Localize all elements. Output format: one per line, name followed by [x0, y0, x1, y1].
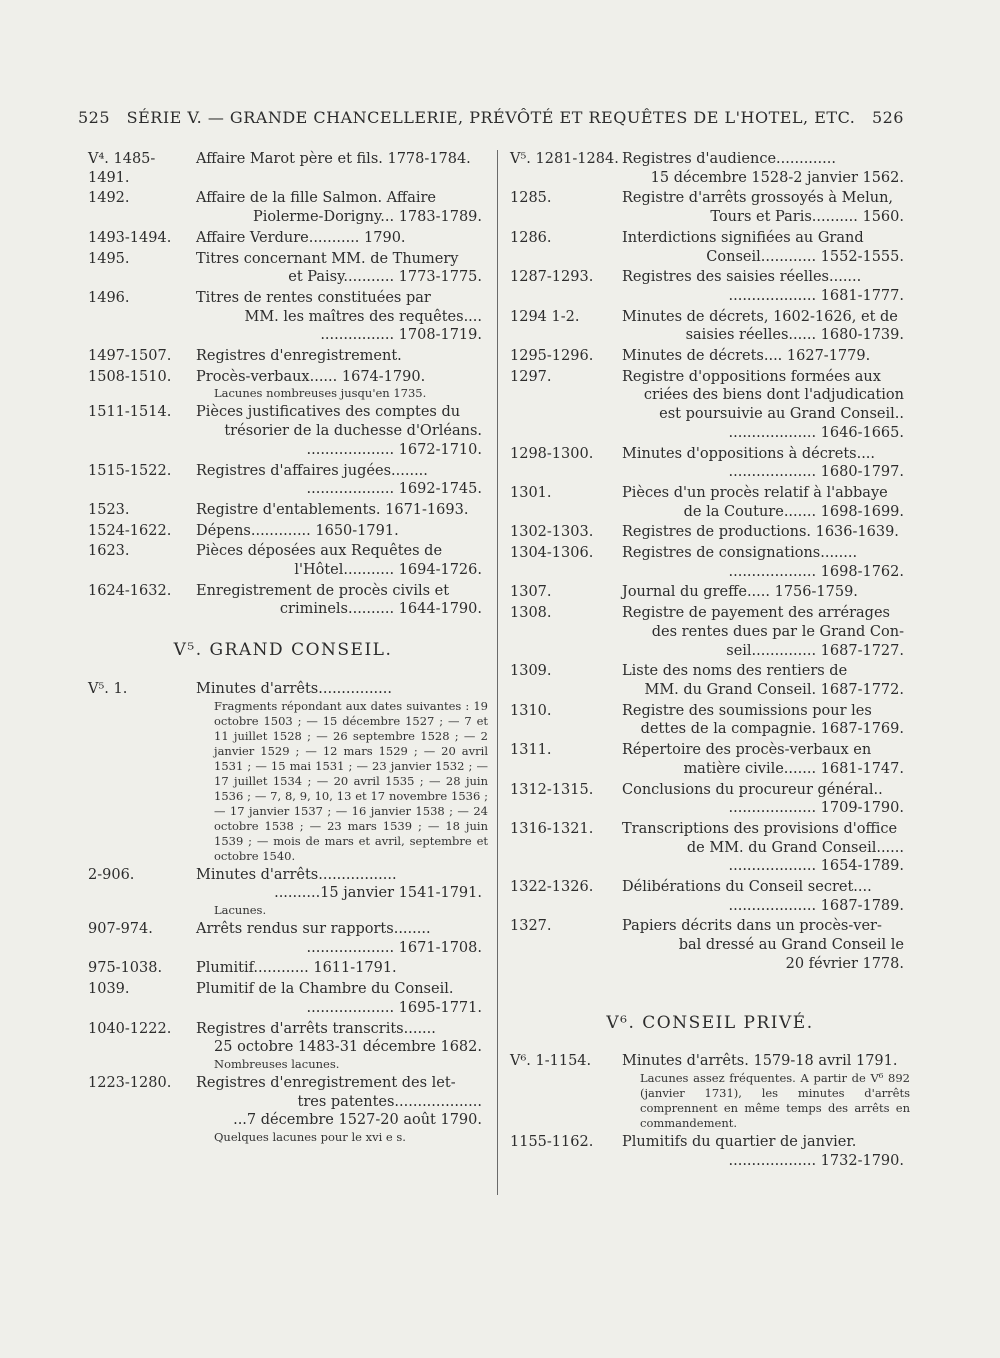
entry-description	[622, 308, 910, 345]
entry-note: Fragments répondant aux dates suivantes : 19 octobre 1503 ; — 15 décembre 1527 ; — 7 et 11 juillet 1528 ; — 26 septembre 1528 ; — 2 janvier 1529 ; — 12 mars 1529 ; — 20 avril 1531 ; — 15 mai 1531 ; — 23 janvier 1532 ; — 17 juillet 1534 ; — 20 avril 1535 ; — 28 juin 1536 ; — 7, 8, 9, 10, 13 et 17 novembre 1536 ; — 17 janvier 1537 ; — 16 janvier 1538 ; — 24 octobre 1538 ; — 23 mars 1539 ; — 18 juin 1539 ; — mois de mars et avril, septembre et octobre 1540.	[214, 698, 488, 863]
entry-description	[196, 368, 488, 402]
entry-number: 1624-1632.	[88, 582, 172, 599]
entry-line: Papiers décrits dans un procès-ver-	[622, 918, 882, 935]
entry-line: ................... 1681-1777.	[728, 287, 904, 304]
entry-line: MM. du Grand Conseil. 1687-1772.	[644, 681, 904, 698]
list-item	[510, 347, 910, 366]
entry-line: Journal du greffe..... 1756-1759.	[622, 584, 858, 601]
entry-line: criminels.......... 1644-1790.	[279, 601, 482, 618]
list-item	[510, 150, 910, 187]
list-item	[510, 544, 910, 581]
list-item	[510, 820, 910, 876]
entry-number: 975-1038.	[88, 960, 163, 977]
list-item	[78, 462, 488, 499]
entry-line: est poursuivie au Grand Conseil..	[659, 406, 904, 423]
entry-line: Minutes de décrets, 1602-1626, et de	[622, 308, 898, 325]
entry-description	[622, 917, 910, 973]
entry-number: 1310.	[510, 702, 552, 719]
entry-description	[196, 1020, 488, 1072]
entry-line: Registre de payement des arrérages	[622, 605, 890, 622]
entry-description	[622, 1052, 910, 1131]
entry-line: ................... 1654-1789.	[728, 858, 904, 875]
list-item	[78, 866, 488, 918]
list-item	[510, 604, 910, 660]
list-item	[510, 583, 910, 602]
entry-line: Registre des soumissions pour les	[622, 702, 872, 719]
entry-description	[622, 484, 910, 521]
entry-description	[622, 368, 910, 443]
entry-line: Affaire Marot père et fils. 1778-1784.	[196, 151, 471, 167]
entry-description	[196, 150, 488, 187]
list-item	[510, 917, 910, 973]
entry-line: bal dressé au Grand Conseil le	[678, 937, 904, 954]
entry-description	[196, 522, 488, 541]
entry-line: Registres d'arrêts transcrits.......	[196, 1020, 436, 1037]
entry-description	[622, 820, 910, 876]
entry-description	[196, 920, 488, 957]
entry-number: 1496.	[88, 289, 130, 306]
entry-number: 1287-1293.	[510, 269, 594, 286]
list-item	[510, 702, 910, 739]
entry-number: 1307.	[510, 584, 552, 601]
entry-line: Plumitif............ 1611-1791.	[196, 960, 397, 977]
entry-line: seil.............. 1687-1727.	[726, 642, 904, 659]
list-item	[510, 368, 910, 443]
entry-number: 2-906.	[88, 866, 135, 883]
entry-description	[196, 582, 488, 619]
entry-line: Titres concernant MM. de Thumery	[196, 250, 459, 267]
entry-number: 1312-1315.	[510, 781, 594, 798]
entry-line: MM. les maîtres des requêtes....	[244, 308, 482, 325]
entry-line: Minutes d'arrêts.................	[196, 866, 397, 883]
entry-description	[196, 250, 488, 287]
entry-description	[622, 229, 910, 266]
entry-line: dettes de la compagnie. 1687-1769.	[640, 721, 904, 738]
entry-line: Procès-verbaux...... 1674-1790.	[196, 368, 426, 385]
entry-number: 1327.	[510, 918, 552, 935]
list-item	[78, 229, 488, 248]
entry-line: ................... 1698-1762.	[728, 563, 904, 580]
entry-description	[196, 1074, 488, 1145]
right-column	[510, 150, 910, 1172]
entry-line: Registres des saisies réelles.......	[622, 269, 862, 286]
entry-number: 1309.	[510, 663, 552, 680]
entry-description	[196, 189, 488, 226]
entry-number: 1295-1296.	[510, 348, 594, 365]
list-item	[510, 1052, 910, 1131]
entry-line: Dépens............. 1650-1791.	[196, 522, 399, 539]
entry-number: 1223-1280.	[88, 1074, 172, 1091]
entry-number: 1492.	[88, 190, 130, 207]
entry-line: Minutes d'arrêts................	[196, 680, 392, 697]
list-item	[78, 582, 488, 619]
entry-line: ................... 1672-1710.	[306, 441, 482, 458]
list-item	[510, 1133, 910, 1170]
entry-number: 1039.	[88, 981, 130, 998]
list-item	[510, 189, 910, 226]
entry-line: Plumitif de la Chambre du Conseil.	[196, 981, 454, 998]
entry-line: ................... 1732-1790.	[728, 1152, 904, 1169]
entry-description	[196, 462, 488, 499]
left-column	[78, 150, 488, 1147]
entry-line: ...7 décembre 1527-20 août 1790.	[233, 1112, 482, 1129]
entry-description	[622, 1133, 910, 1170]
entry-number: V⁶. 1-1154.	[510, 1053, 592, 1070]
entry-line: tres patentes...................	[297, 1093, 482, 1110]
column-divider	[497, 150, 498, 1195]
list-item	[78, 347, 488, 366]
list-item	[78, 289, 488, 345]
entry-number: 1308.	[510, 605, 552, 622]
entry-description	[622, 523, 910, 542]
entry-description	[622, 662, 910, 699]
entry-number: 1623.	[88, 543, 130, 560]
entry-number: 1304-1306.	[510, 545, 594, 562]
entry-line: ................... 1680-1797.	[728, 464, 904, 481]
section-title-conseil-prive: V⁶. CONSEIL PRIVÉ.	[606, 1012, 814, 1033]
entry-line: trésorier de la duchesse d'Orléans.	[224, 423, 482, 440]
list-item	[510, 662, 910, 699]
list-item	[78, 189, 488, 226]
list-item	[510, 308, 910, 345]
entry-line: Interdictions signifiées au Grand	[622, 229, 864, 246]
entry-description	[196, 501, 488, 520]
entry-line: Délibérations du Conseil secret....	[622, 879, 872, 896]
entry-line: Registres de consignations........	[622, 545, 858, 562]
entry-description	[196, 403, 488, 459]
entry-number: 1511-1514.	[88, 404, 172, 421]
list-item	[510, 229, 910, 266]
left-page-number: 525	[78, 108, 111, 127]
entry-line: Registres d'enregistrement des let-	[196, 1074, 456, 1091]
page-title: SÉRIE V. — GRANDE CHANCELLERIE, PRÉVÔTÉ ET REQUÊTES DE L'HOTEL, ETC.	[126, 108, 856, 127]
entry-line: Plumitifs du quartier de janvier.	[622, 1133, 857, 1150]
entry-number: 1286.	[510, 229, 552, 246]
entry-line: Affaire de la fille Salmon. Affaire	[196, 190, 436, 207]
entry-number: 1294 1-2.	[510, 308, 580, 325]
section-title-grand-conseil: V⁵. GRAND CONSEIL.	[173, 640, 393, 661]
entry-description	[196, 680, 488, 864]
entry-line: ................... 1687-1789.	[728, 897, 904, 914]
entry-number: 1524-1622.	[88, 522, 172, 539]
entry-description	[196, 959, 488, 978]
entry-line: Registres d'enregistrement.	[196, 348, 402, 365]
entry-line: Tours et Paris.......... 1560.	[710, 209, 904, 226]
entry-note: Quelques lacunes pour le xvi e s.	[214, 1130, 406, 1145]
entry-description	[622, 347, 910, 366]
entry-note: Lacunes assez fréquentes. A partir de V⁶ 892 (janvier 1731), les minutes d'arrêts comprennent en même temps des arrêts en commandement.	[640, 1070, 910, 1130]
entry-line: Minutes d'arrêts. 1579-18 avril 1791.	[622, 1053, 898, 1070]
entry-description	[622, 445, 910, 482]
entry-line: Registre d'arrêts grossoyés à Melun,	[622, 190, 894, 207]
list-item	[78, 501, 488, 520]
right-page-number: 526	[871, 108, 904, 127]
entry-note: Nombreuses lacunes.	[214, 1056, 340, 1071]
entry-line: saisies réelles...... 1680-1739.	[685, 327, 904, 344]
entry-line: matière civile....... 1681-1747.	[683, 760, 904, 777]
list-item	[78, 522, 488, 541]
list-item	[78, 1020, 488, 1072]
entry-description	[622, 544, 910, 581]
list-item	[78, 403, 488, 459]
entry-line: Pièces justificatives des comptes du	[196, 404, 461, 421]
list-item	[78, 542, 488, 579]
list-item	[510, 523, 910, 542]
v4-entry-list	[78, 150, 488, 619]
entry-line: Arrêts rendus sur rapports........	[196, 920, 431, 937]
list-item	[510, 878, 910, 915]
entry-number: 1298-1300.	[510, 445, 594, 462]
entry-number: 1322-1326.	[510, 879, 594, 896]
entry-line: Registres de productions. 1636-1639.	[622, 524, 899, 541]
entry-line: Affaire Verdure........... 1790.	[196, 229, 406, 246]
entry-line: Registres d'affaires jugées........	[196, 462, 428, 479]
list-item	[510, 741, 910, 778]
entry-number: 1497-1507.	[88, 348, 172, 365]
entry-line: Répertoire des procès-verbaux en	[622, 742, 872, 759]
entry-number: 1495.	[88, 250, 130, 267]
entry-description	[622, 741, 910, 778]
list-item	[78, 680, 488, 864]
entry-line: ................... 1709-1790.	[728, 800, 904, 817]
entry-line: Conclusions du procureur général..	[622, 781, 883, 798]
entry-line: Titres de rentes constituées par	[196, 289, 431, 306]
entry-line: Piolerme-Dorigny... 1783-1789.	[252, 209, 482, 226]
entry-number: 1515-1522.	[88, 462, 172, 479]
entry-line: Registre d'entablements. 1671-1693.	[196, 501, 469, 518]
entry-line: criées des biens dont l'adjudication	[643, 387, 904, 404]
list-item	[78, 250, 488, 287]
entry-description	[622, 604, 910, 660]
entry-description	[622, 781, 910, 818]
v5-continued-entry-list	[510, 150, 910, 974]
entry-number: V⁵. 1.	[88, 680, 128, 697]
entry-line: ................ 1708-1719.	[320, 327, 482, 344]
entry-description	[622, 268, 910, 305]
list-item	[78, 959, 488, 978]
entry-number: 1302-1303.	[510, 524, 594, 541]
entry-description	[196, 542, 488, 579]
entry-line: de MM. du Grand Conseil......	[686, 839, 904, 856]
entry-number: 1297.	[510, 368, 552, 385]
entry-number: 1155-1162.	[510, 1133, 594, 1150]
entry-number: V⁴. 1485-1491.	[88, 151, 156, 186]
list-item	[78, 920, 488, 957]
entry-number: 1316-1321.	[510, 820, 594, 837]
entry-line: 20 février 1778.	[785, 955, 904, 972]
entry-number: 1301.	[510, 484, 552, 501]
entry-line: ................... 1671-1708.	[306, 939, 482, 956]
entry-description	[196, 289, 488, 345]
page-header	[78, 108, 904, 127]
entry-line: Transcriptions des provisions d'office	[622, 820, 898, 837]
entry-number: 1508-1510.	[88, 368, 172, 385]
entry-description	[196, 980, 488, 1017]
entry-line: ..........15 janvier 1541-1791.	[274, 885, 482, 902]
entry-line: Minutes d'oppositions à décrets....	[622, 445, 876, 462]
entry-description	[622, 583, 910, 602]
list-item	[78, 150, 488, 187]
list-item	[510, 268, 910, 305]
entry-line: 15 décembre 1528-2 janvier 1562.	[650, 169, 904, 186]
entry-line: Conseil............ 1552-1555.	[706, 248, 904, 265]
list-item	[510, 445, 910, 482]
entry-line: de la Couture....... 1698-1699.	[683, 503, 904, 520]
v5-entry-list	[78, 680, 488, 1145]
entry-description	[196, 229, 488, 248]
entry-description	[622, 189, 910, 226]
entry-line: Registre d'oppositions formées aux	[622, 368, 881, 385]
list-item	[510, 781, 910, 818]
list-item	[510, 484, 910, 521]
entry-description	[622, 702, 910, 739]
entry-number: 1523.	[88, 501, 130, 518]
entry-note: Lacunes nombreuses jusqu'en 1735.	[214, 386, 427, 401]
entry-line: Registres d'audience.............	[622, 151, 836, 167]
entry-line: ................... 1646-1665.	[728, 424, 904, 441]
entry-number: V⁵. 1281-1284.	[510, 151, 619, 167]
entry-line: ................... 1695-1771.	[306, 999, 482, 1016]
list-item	[78, 980, 488, 1017]
entry-number: 1040-1222.	[88, 1020, 172, 1037]
entry-number: 1285.	[510, 190, 552, 207]
entry-line: Pièces déposées aux Requêtes de	[196, 543, 443, 560]
entry-line: et Paisy........... 1773-1775.	[288, 269, 482, 286]
list-item	[78, 368, 488, 402]
entry-line: des rentes dues par le Grand Con-	[651, 623, 904, 640]
entry-line: Liste des noms des rentiers de	[622, 663, 848, 680]
entry-number: 1493-1494.	[88, 229, 172, 246]
list-item	[78, 1074, 488, 1145]
v6-entry-list	[510, 1052, 910, 1170]
entry-description	[622, 878, 910, 915]
entry-description	[196, 347, 488, 366]
entry-number: 907-974.	[88, 920, 153, 937]
entry-note: Lacunes.	[214, 902, 267, 917]
entry-number: 1311.	[510, 742, 552, 759]
entry-line: Minutes de décrets.... 1627-1779.	[622, 348, 871, 365]
entry-line: 25 octobre 1483-31 décembre 1682.	[214, 1039, 482, 1056]
entry-line: ................... 1692-1745.	[306, 481, 482, 498]
entry-line: l'Hôtel........... 1694-1726.	[294, 562, 482, 579]
entry-line: Pièces d'un procès relatif à l'abbaye	[622, 484, 888, 501]
entry-description	[196, 866, 488, 918]
entry-description	[622, 150, 910, 187]
entry-line: Enregistrement de procès civils et	[196, 582, 450, 599]
